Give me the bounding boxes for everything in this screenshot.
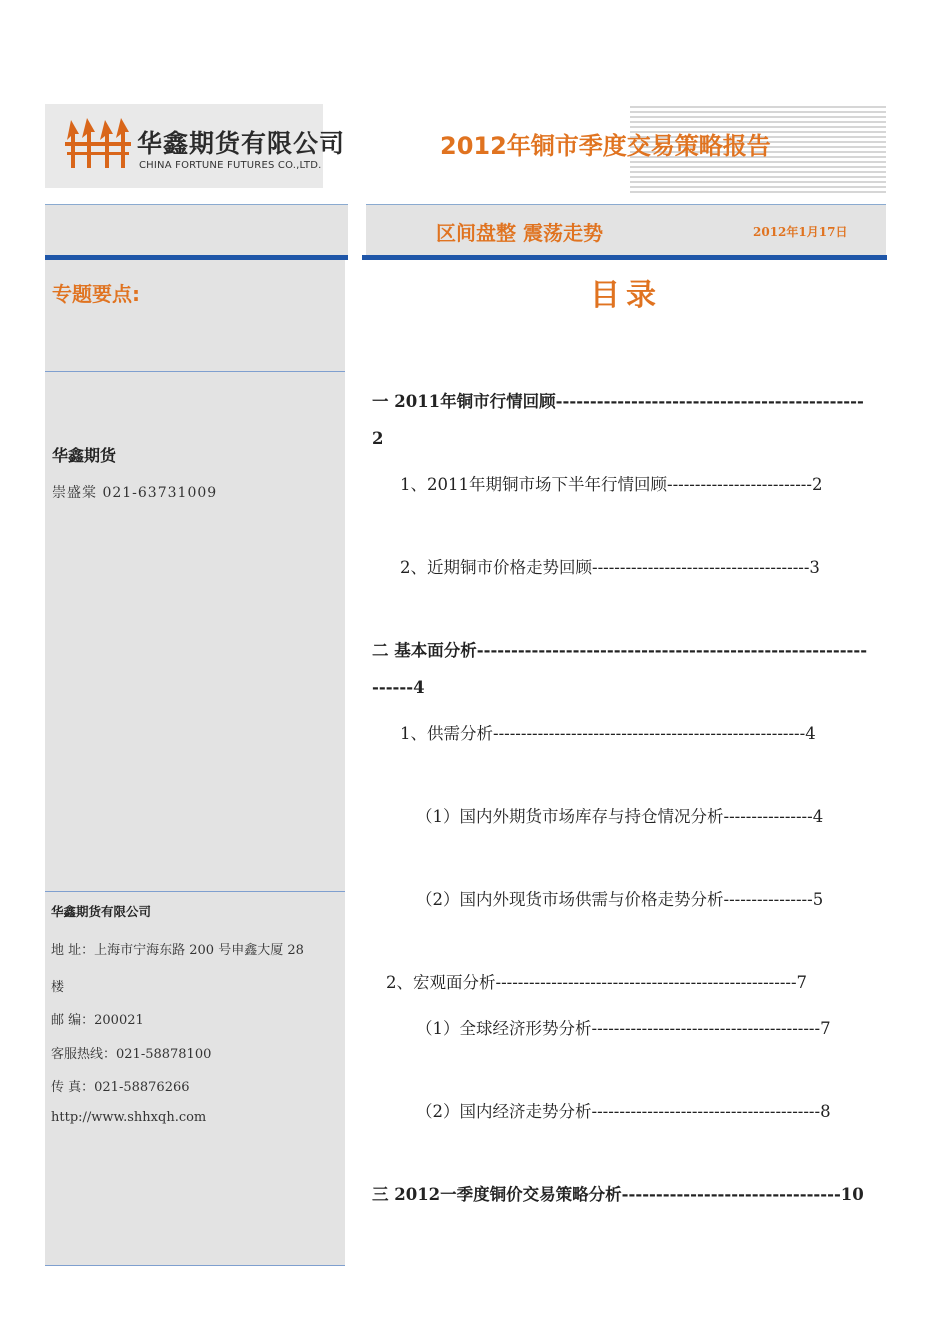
right-header-rule: [362, 255, 887, 260]
report-date: 2012年1月17日: [753, 225, 848, 239]
toc-entry[interactable]: 一 2011年铜市行情回顾---------------------------------------------2: [372, 392, 864, 448]
logo-english-name: CHINA FORTUNE FUTURES CO.,LTD.: [139, 160, 322, 171]
analyst-company: 华鑫期货: [52, 446, 117, 465]
contact-address-cont: 楼: [51, 980, 65, 995]
contact-address: 地 址：上海市宁海东路 200 号申鑫大厦 28: [51, 943, 304, 958]
sidebar-divider: [45, 891, 345, 892]
contact-company-name: 华鑫期货有限公司: [51, 904, 152, 919]
sidebar-divider: [45, 371, 345, 372]
toc-heading: 目录: [590, 278, 662, 313]
contact-hotline: 客服热线：021-58878100: [51, 1047, 212, 1062]
toc-entry[interactable]: 2、宏观面分析------------------------------------------------------7: [386, 973, 808, 992]
company-logo: [45, 104, 346, 188]
sidebar: [45, 260, 345, 1266]
report-subtitle: 区间盘整 震荡走势: [436, 221, 603, 245]
analyst-contact: 崇盛棠 021-63731009: [52, 485, 218, 501]
toc-entry[interactable]: （1）全球经济形势分析-----------------------------------------7: [416, 1019, 831, 1038]
toc-entry[interactable]: （2）国内外现货市场供需与价格走势分析----------------5: [416, 890, 824, 909]
toc-entry[interactable]: 二 基本面分析---------------------------------------------------------------4: [372, 641, 868, 697]
sidebar-bottom-rule: [45, 1265, 345, 1266]
logo-chinese-name: 华鑫期货有限公司: [137, 129, 346, 158]
toc-entry[interactable]: 1、供需分析--------------------------------------------------------4: [400, 724, 816, 743]
toc-entry[interactable]: 1、2011年期铜市场下半年行情回顾--------------------------2: [400, 475, 823, 494]
contact-website[interactable]: http://www.shhxqh.com: [51, 1110, 207, 1125]
key-points-label: 专题要点:: [52, 282, 140, 306]
toc-entry[interactable]: （2）国内经济走势分析-----------------------------------------8: [416, 1102, 831, 1121]
contact-postcode: 邮 编：200021: [51, 1013, 144, 1028]
logo-torch-icon: [65, 116, 131, 176]
left-header-strip: [45, 204, 348, 257]
contact-fax: 传 真：021-58876266: [51, 1080, 190, 1095]
report-title: 2012年铜市季度交易策略报告: [440, 132, 771, 160]
toc-entry[interactable]: 三 2012一季度铜价交易策略分析--------------------------------10: [372, 1185, 864, 1204]
toc-entry[interactable]: （1）国内外期货市场库存与持仓情况分析----------------4: [416, 807, 824, 826]
toc-entry[interactable]: 2、近期铜市价格走势回顾---------------------------------------3: [400, 558, 820, 577]
